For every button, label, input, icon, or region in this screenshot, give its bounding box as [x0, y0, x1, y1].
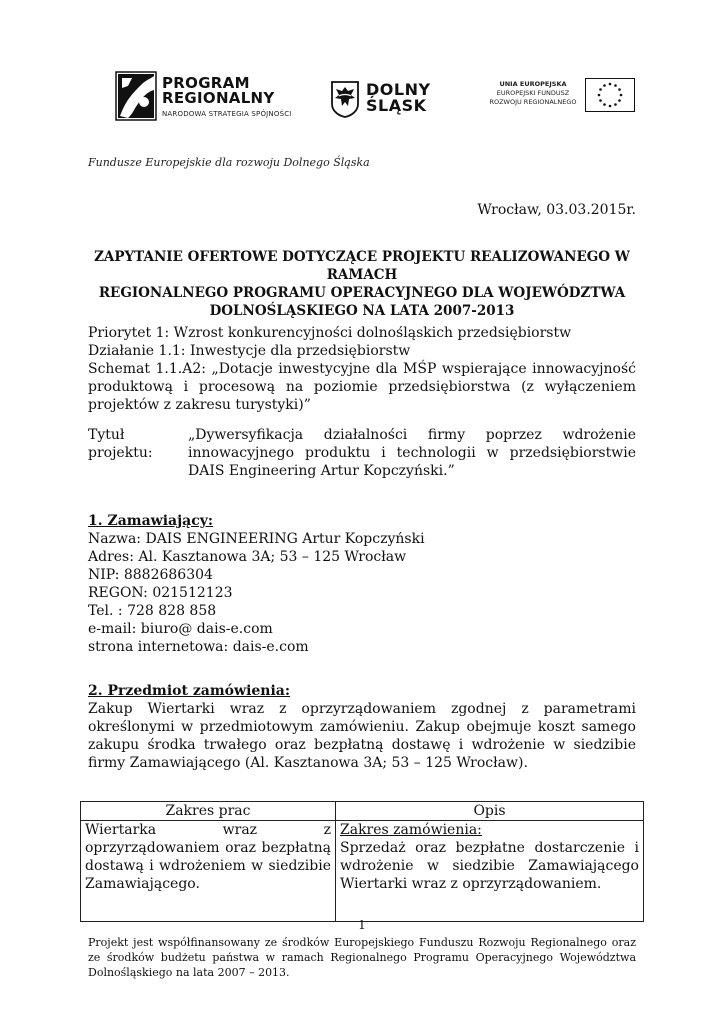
- dzialanie-line: Działanie 1.1: Inwestycje dla przedsiębiorstw: [88, 343, 411, 359]
- zamawiajacy-regon: REGON: 021512123: [88, 585, 233, 601]
- program-regionalny-subtitle: NARODOWA STRATEGIA SPÓJNOŚCI: [162, 110, 292, 118]
- zamawiajacy-adres: Adres: Al. Kasztanowa 3A; 53 – 125 Wrocław: [88, 549, 407, 565]
- table-header-zakres: Zakres prac: [81, 802, 336, 821]
- document-date: Wrocław, 03.03.2015r.: [477, 202, 636, 218]
- schemat-line: Schemat 1.1.A2: „Dotacje inwestycyjne dla MŚP wspierające innowacyjność produktową i procesową na poziomie przedsiębiorstwa (z wyłączeniem projektów z zakresu turystyki)”: [88, 361, 636, 413]
- section-przedmiot: [88, 682, 636, 772]
- project-title-block: [88, 426, 636, 480]
- eu-logo: [484, 78, 634, 118]
- scope-table: [80, 801, 644, 922]
- project-title-value: „Dywersyfikacja działalności firmy poprzez wdrożenie innowacyjnego produktu i technologii w przedsiębiorstwie DAIS Engineering Artur Kopczyński.”: [188, 427, 636, 479]
- zamawiajacy-www: strona internetowa: dais-e.com: [88, 639, 309, 655]
- footer-note: Projekt jest współfinansowany ze środków Europejskiego Funduszu Rozwoju Regionalnego oraz ze środków budżetu państwa w ramach Regionalnego Programu Operacyjnego Województwa Dolnośląskiego na lata 2007 – 2013.: [88, 936, 636, 979]
- zamawiajacy-nip: NIP: 8882686304: [88, 567, 213, 583]
- przedmiot-text: Zakup Wiertarki wraz z oprzyrządowaniem zgodnej z parametrami określonymi w przedmiotowym zamówieniu. Zakup obejmuje koszt samego zakupu środka trwałego oraz bezpłatną dostawę i wdrożenie w siedzibie firmy Zamawiającego (Al. Kasztanowa 3A; 53 – 125 Wrocław).: [88, 701, 636, 771]
- eu-logo-text: UNIA EUROPEJSKA EUROPEJSKI FUNDUSZ ROZWOJU REGIONALNEGO: [489, 80, 577, 106]
- table-header-row: [81, 802, 644, 821]
- section1-heading: 1. Zamawiający:: [88, 513, 214, 529]
- dolny-slask-text: DOLNY ŚLĄSK: [366, 80, 431, 115]
- document-title: ZAPYTANIE OFERTOWE DOTYCZĄCE PROJEKTU REALIZOWANEGO W RAMACH REGIONALNEGO PROGRAMU OPERACYJNEGO DLA WOJEWÓDZTWA DOLNOŚLĄSKIEGO NA LATA 2007-2013: [94, 249, 630, 319]
- page-number: 1: [358, 918, 366, 932]
- section2-heading: 2. Przedmiot zamówienia:: [88, 683, 291, 699]
- dolny-slask-logo: [330, 80, 440, 120]
- priorytet-line: Priorytet 1: Wzrost konkurencyjności dolnośląskich przedsiębiorstw: [88, 325, 572, 341]
- table-row: [81, 821, 644, 922]
- zamawiajacy-tel: Tel. : 728 828 858: [88, 603, 217, 619]
- table-cell-opis: [336, 821, 644, 922]
- table-cell-zakres: Wiertarka wraz z oprzyrządowaniem oraz bezpłatną dostawą i wdrożeniem w siedzibie Zamawiającego.: [81, 821, 336, 922]
- eu-flag-icon: [585, 78, 635, 112]
- opis-heading: Zakres zamówienia:: [340, 822, 482, 838]
- section-zamawiajacy: [88, 512, 636, 656]
- priority-block: [88, 324, 636, 414]
- program-regionalny-emblem-icon: [112, 70, 158, 124]
- logo-header: [0, 68, 724, 130]
- zamawiajacy-nazwa: Nazwa: DAIS ENGINEERING Artur Kopczyński: [88, 531, 425, 547]
- eagle-crest-icon: [330, 80, 360, 118]
- opis-text: Sprzedaż oraz bezpłatne dostarczenie i wdrożenie w siedzibie Zamawiającego Wiertarki wraz z oprzyrządowaniem.: [340, 840, 639, 892]
- table-header-opis: Opis: [336, 802, 644, 821]
- zamawiajacy-email: e-mail: biuro@ dais-e.com: [88, 621, 273, 637]
- program-regionalny-logo: [112, 70, 292, 126]
- program-regionalny-title: PROGRAM REGIONALNY: [162, 74, 275, 107]
- funds-caption: Fundusze Europejskie dla rozwoju Dolnego Śląska: [88, 156, 370, 169]
- project-title-label: Tytuł projektu:: [88, 427, 153, 461]
